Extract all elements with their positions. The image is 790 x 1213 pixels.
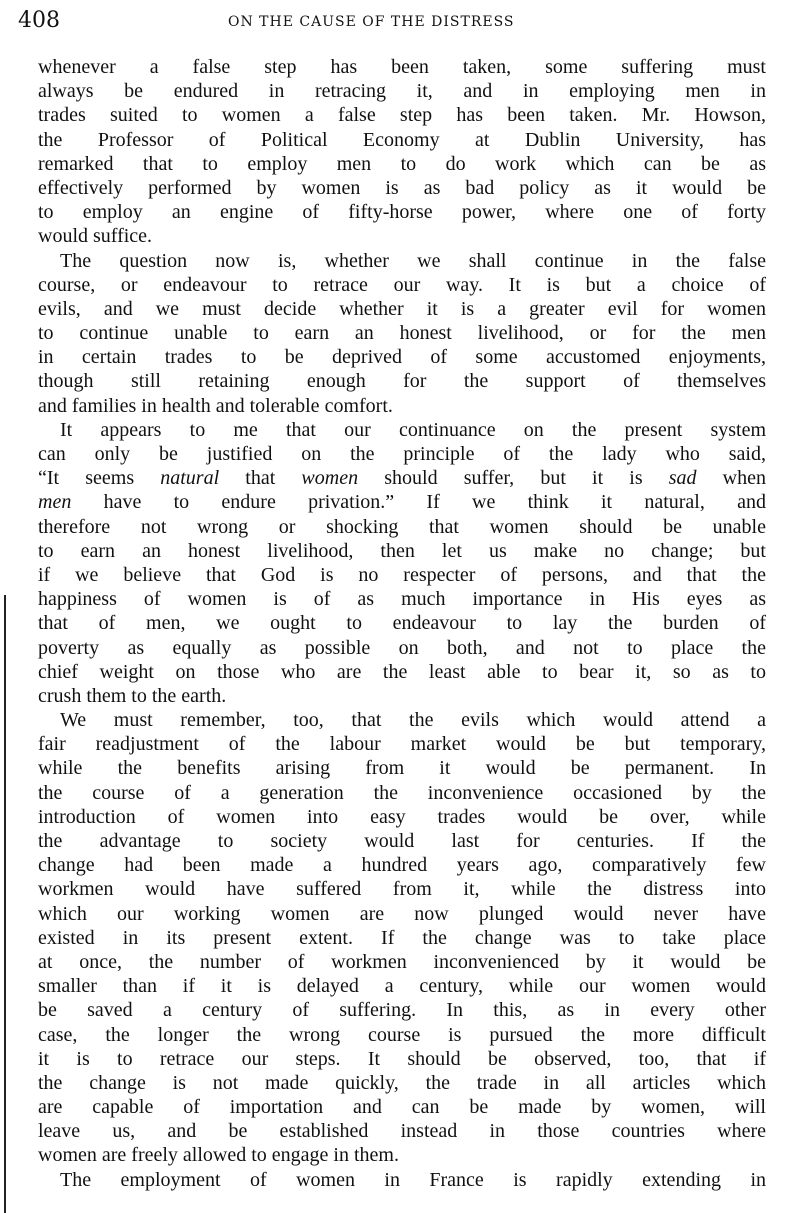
text-line-with-italics	[38, 490, 766, 514]
paragraph-3	[38, 418, 766, 708]
text-line: case, the longer the wrong course is pursued the more difficult	[38, 1023, 766, 1046]
text-line: happiness of women is of as much importance in His eyes as	[38, 588, 766, 611]
text-line: be saved a century of suffering. In this, as in every other	[38, 999, 766, 1022]
text-line: poverty as equally as possible on both, and not to place the	[38, 636, 766, 659]
body-text	[38, 55, 766, 1192]
text-line: effectively performed by women is as bad policy as it would be	[38, 176, 766, 199]
text-line: in certain trades to be deprived of some accustomed enjoyments,	[38, 346, 766, 369]
text-line: at once, the number of workmen inconvenienced by it would be	[38, 950, 766, 973]
paragraph-1	[38, 55, 766, 249]
text-line: that of men, we ought to endeavour to lay the burden of	[38, 612, 766, 635]
paragraph-5	[38, 1168, 766, 1192]
text-line: it is to retrace our steps. It should be observed, too, that if	[38, 1047, 766, 1070]
text-line: It appears to me that our continuance on the present system	[60, 418, 766, 441]
page-number: 408	[18, 8, 60, 33]
text-line: women are freely allowed to engage in them.	[38, 1144, 399, 1167]
text-line: chief weight on those who are the least able to bear it, so as to	[38, 660, 766, 683]
text-line: smaller than if it is delayed a century, while our women would	[38, 975, 766, 998]
page-header	[18, 6, 766, 40]
text-line: to earn an honest livelihood, then let us make no change; but	[38, 539, 766, 562]
text-line: are capable of importation and can be made by women, will	[38, 1096, 766, 1119]
text-line: while the benefits arising from it would be permanent. In	[38, 757, 766, 780]
text-line: the course of a generation the inconvenience occasioned by the	[38, 781, 766, 804]
text-line: which our working women are now plunged would never have	[38, 902, 766, 925]
text-segment: should suffer, but it is	[358, 467, 669, 490]
paragraph-4	[38, 708, 766, 1168]
text-line: course, or endeavour to retrace our way. It is but a choice of	[38, 273, 766, 296]
text-line: therefore not wrong or shocking that women should be unable	[38, 515, 766, 538]
text-line: introduction of women into easy trades would be over, while	[38, 805, 766, 828]
text-line: We must remember, too, that the evils which would attend a	[60, 709, 766, 732]
text-line: whenever a false step has been taken, some suffering must	[38, 56, 766, 78]
italic-word: natural	[160, 467, 220, 490]
text-line: always be endured in retracing it, and in employing men in	[38, 80, 766, 103]
text-line: existed in its present extent. If the change was to take place	[38, 926, 766, 949]
running-head: ON THE CAUSE OF THE DISTRESS	[228, 14, 515, 30]
text-line: the change is not made quickly, the trade in all articles which	[38, 1071, 766, 1094]
text-line: workmen would have suffered from it, while the distress into	[38, 878, 766, 901]
text-segment: when	[696, 467, 766, 490]
text-line: the Professor of Political Economy at Dublin University, has	[38, 128, 766, 151]
text-line: if we believe that God is no respecter of persons, and that the	[38, 563, 766, 586]
text-segment: that	[219, 467, 302, 490]
text-segment: have to endure privation.” If we think it natural, and	[71, 491, 766, 514]
text-line: leave us, and be established instead in those countries where	[38, 1120, 766, 1143]
text-segment: “It seems	[38, 467, 161, 490]
text-line: the advantage to society would last for centuries. If the	[38, 830, 766, 852]
text-line: to employ an engine of fifty-horse power, where one of forty	[38, 201, 766, 224]
text-line: evils, and we must decide whether it is a greater evil for women	[38, 297, 766, 320]
italic-word: sad	[668, 467, 697, 490]
text-line: remarked that to employ men to do work which can be as	[38, 152, 766, 175]
text-line: The question now is, whether we shall continue in the false	[60, 249, 766, 272]
italic-word: men	[38, 491, 72, 514]
margin-rule	[4, 595, 6, 1213]
text-line: would suffice.	[38, 225, 153, 248]
text-line: trades suited to women a false step has been taken. Mr. Howson,	[38, 104, 766, 127]
text-line: though still retaining enough for the support of themselves	[38, 370, 766, 393]
paragraph-2	[38, 249, 766, 418]
text-line-with-italics	[38, 466, 766, 490]
text-line: crush them to the earth.	[38, 684, 227, 707]
text-line: and families in health and tolerable comfort.	[38, 394, 393, 417]
text-line: to continue unable to earn an honest livelihood, or for the men	[38, 322, 766, 345]
text-line: fair readjustment of the labour market would be but temporary,	[38, 733, 766, 756]
text-line: The employment of women in France is rapidly extending in	[60, 1168, 766, 1191]
text-line: can only be justified on the principle of the lady who said,	[38, 443, 766, 465]
text-line: change had been made a hundred years ago, comparatively few	[38, 854, 766, 877]
italic-word: women	[301, 467, 359, 490]
